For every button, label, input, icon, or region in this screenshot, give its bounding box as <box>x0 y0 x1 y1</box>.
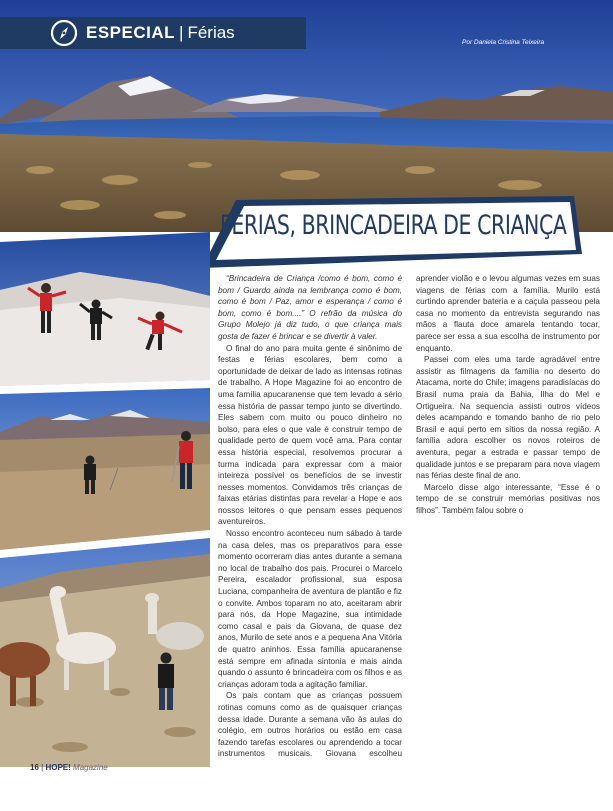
photo-kids-dune <box>0 232 210 386</box>
section-tag <box>0 17 306 49</box>
footer-magazine: Magazine <box>73 763 108 772</box>
section-separator: | <box>179 23 184 42</box>
page-footer <box>30 763 108 772</box>
photo-desert-father-son <box>0 388 210 550</box>
footer-brand: HOPE! <box>45 763 71 772</box>
compass-icon <box>50 19 78 47</box>
article-paragraph: O final do ano para muita gente é sinônimo de festas e férias escolares, bem como a oportunidade de deixar de lado as intensas rotinas de trabalho. A Hope Magazine foi ao encontro de uma família apucaranense que tem levado a sério essa história de passar tempo junto se divertindo. Eles sabem com muito ou pouco dinheiro no bolso, para eles o que vale é construir tempo de qualidade perto de quem você ama. Para contar essa história especial, resolvemos procurar a turma indicada para expressar com a maior inteireza possível os benefícios de se investir nesses momentos. Convidamos três crianças de faixas etárias distintas para revelar a Hope e aos nossos leitores o que pensam esses pequenos aventureiros. <box>218 343 402 527</box>
byline: Por Daniela Cristina Teixeira <box>462 39 545 46</box>
section-label: ESPECIAL <box>86 23 176 42</box>
article-paragraph: Marcelo disse algo interessante, “Esse é o tempo de se construir memórias positivas nos filhos”. Também falou sobre o <box>416 482 600 515</box>
page-number: 16 <box>30 763 39 772</box>
subsection-label: Férias <box>187 23 235 42</box>
article-paragraph: Nosso encontro aconteceu num sábado à tarde na casa deles, mas os preparativos para esse momento ocorreram dias antes durante a semana no local de trabalho dos pais. Procurei o Marcelo Pereira, escalador profissional, sua esposa Luciana, companheira de aventura de plantão e fiz o convite. Ambos toparam no ato, aceitaram abrir para nós, da Hope Magazine, sua intimidade como casal e pais da Giovana, de quase dez anos, Murilo de sete anos e a pequena Ana Vitória de quatro aninhos. Essa família apucaranense está sempre em afinada sintonia e mais ainda quando o assunto é brincadeira com os filhos e as crianças adoram toda a agitação familiar. <box>218 529 402 689</box>
photo-llamas <box>0 538 210 767</box>
photo-collage <box>0 232 212 767</box>
article-body <box>218 273 600 763</box>
article-paragraph: Os pais contam que as crianças possuem rotinas comuns como as de quaisquer crianças dessa idade. Durante a semana vão às aulas do colégio, em outros horários ou estão em casa fazendo tarefas escolares ou aprendendo a tocar instrumentos musicais. Giovana escolheu aprender violão e o levou algumas vezes em suas viagens de férias com a família. Murilo está curtindo aprender bateria e a caçula passeou pela casa no momento da entrevista segurando nas mãos a flauta doce amarela tentando tocar, parece ser essa a sua escolha de instrumento por enquanto. <box>218 274 600 759</box>
article-paragraph: Passei com eles uma tarde agradável entre assistir as filmagens da família no deserto do Atacama, norte do Chile; imagens paradisíacas do Brasil numa praia da Bahia, Ilha do Mel e Ortigueira. Na sequencia assisti outros vídeos deles acampando e tomando banho de rio pelo Brasil e aqui perto em sítios da nossa região. A família adora escolher os novos roteiros de aventura, pegar a estrada e passar tempo de qualidade juntos e se preparam para nova viagem nas férias deste final de ano. <box>416 355 600 481</box>
article-paragraph: “Brincadeira de Criança /como é bom, como é bom / Guardo ainda na lembrança como é bom, como é bom / Paz, amor e esperança / como é bom, como é bom....” O refrão da música do Grupo Molejo já diz tudo, o que criança mais gosta de fazer é brincar e se divertir à valer. <box>218 274 402 341</box>
article-title: FÉRIAS, BRINCADEIRA DE CRIANÇA <box>220 210 567 241</box>
footer-separator: | <box>41 763 44 772</box>
